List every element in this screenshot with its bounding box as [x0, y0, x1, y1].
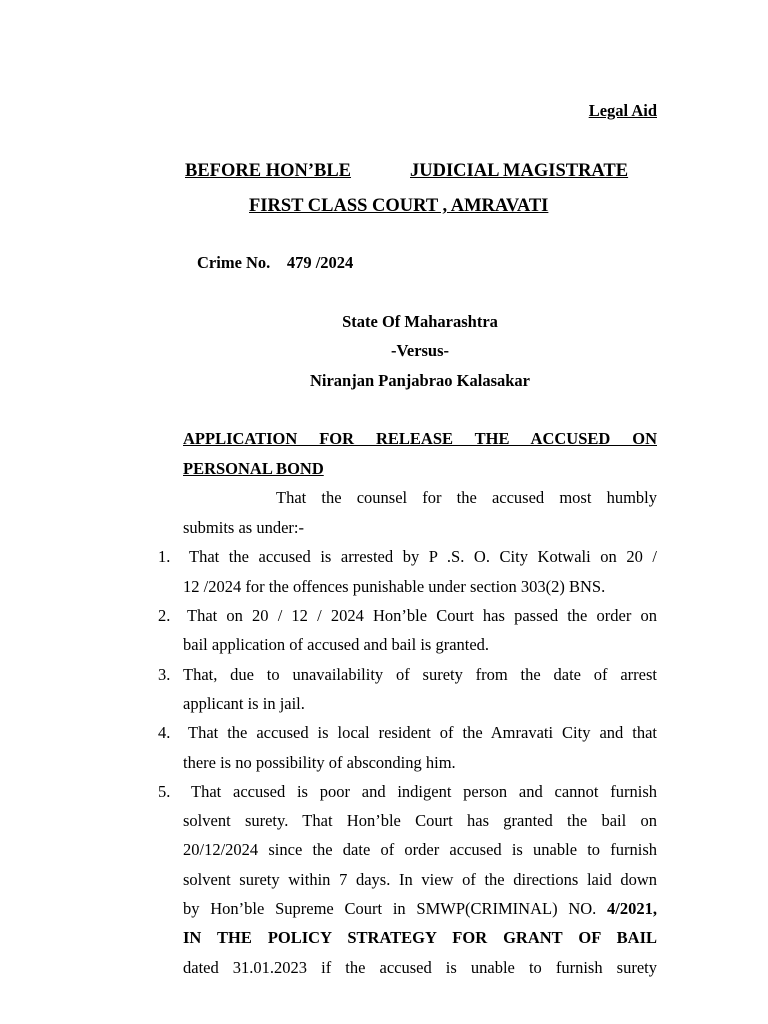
- point-4-line2: there is no possibility of absconding him.: [183, 753, 456, 772]
- crime-number: [197, 253, 353, 273]
- application-title-line1: APPLICATION FOR RELEASE THE ACCUSED ON: [183, 429, 657, 448]
- point-5-line7: dated 31.01.2023 if the accused is unable to furnish surety: [183, 958, 657, 977]
- point-5-line3: 20/12/2024 since the date of order accused is unable to furnish: [183, 840, 657, 859]
- party-accused: Niranjan Panjabrao Kalasakar: [309, 371, 530, 390]
- point-5-line1: That accused is poor and indigent person and cannot furnish: [191, 782, 657, 801]
- intro-line2: submits as under:-: [183, 518, 304, 537]
- point-5-line5-number: 4/2021,: [607, 899, 658, 918]
- court-title-line2: FIRST CLASS COURT , AMRAVATI: [249, 196, 549, 216]
- point-3-line1: That, due to unavailability of surety from the date of arrest: [183, 665, 657, 684]
- point-5-line5-text: by Hon’ble Supreme Court in SMWP(CRIMINAL) NO.: [183, 899, 597, 918]
- crime-number-value: 479 /2024: [286, 253, 354, 272]
- point-2-line2: bail application of accused and bail is granted.: [183, 635, 490, 654]
- crime-number-label: Crime No.: [197, 253, 271, 272]
- point-5-number: 5.: [158, 782, 171, 801]
- point-5-line2: solvent surety. That Hon’ble Court has granted the bail on: [183, 811, 657, 830]
- point-3-number: 3.: [158, 665, 171, 684]
- point-1-number: 1.: [158, 547, 171, 566]
- application-title-line2: PERSONAL BOND: [183, 459, 324, 478]
- point-4-number: 4.: [158, 723, 171, 742]
- legal-aid-label: Legal Aid: [588, 101, 657, 120]
- party-versus: -Versus-: [390, 341, 450, 360]
- point-5-line4: solvent surety within 7 days. In view of the directions laid down: [183, 870, 657, 889]
- point-1-line2: 12 /2024 for the offences punishable under section 303(2) BNS.: [183, 577, 606, 596]
- party-state: State Of Maharashtra: [342, 312, 498, 331]
- point-2-number: 2.: [158, 606, 171, 625]
- point-2-line1: That on 20 / 12 / 2024 Hon’ble Court has passed the order on: [187, 606, 657, 625]
- intro-line1: That the counsel for the accused most humbly: [276, 488, 657, 507]
- court-title-left: BEFORE HON’BLE: [185, 161, 352, 181]
- point-3-line2: applicant is in jail.: [183, 694, 305, 713]
- point-5-line5: [183, 899, 657, 919]
- point-5-line6: IN THE POLICY STRATEGY FOR GRANT OF BAIL: [183, 928, 657, 947]
- point-1-line1: That the accused is arrested by P .S. O. City Kotwali on 20 /: [189, 547, 657, 566]
- point-4-line1: That the accused is local resident of the Amravati City and that: [188, 723, 657, 742]
- court-title-right: JUDICIAL MAGISTRATE: [410, 161, 629, 181]
